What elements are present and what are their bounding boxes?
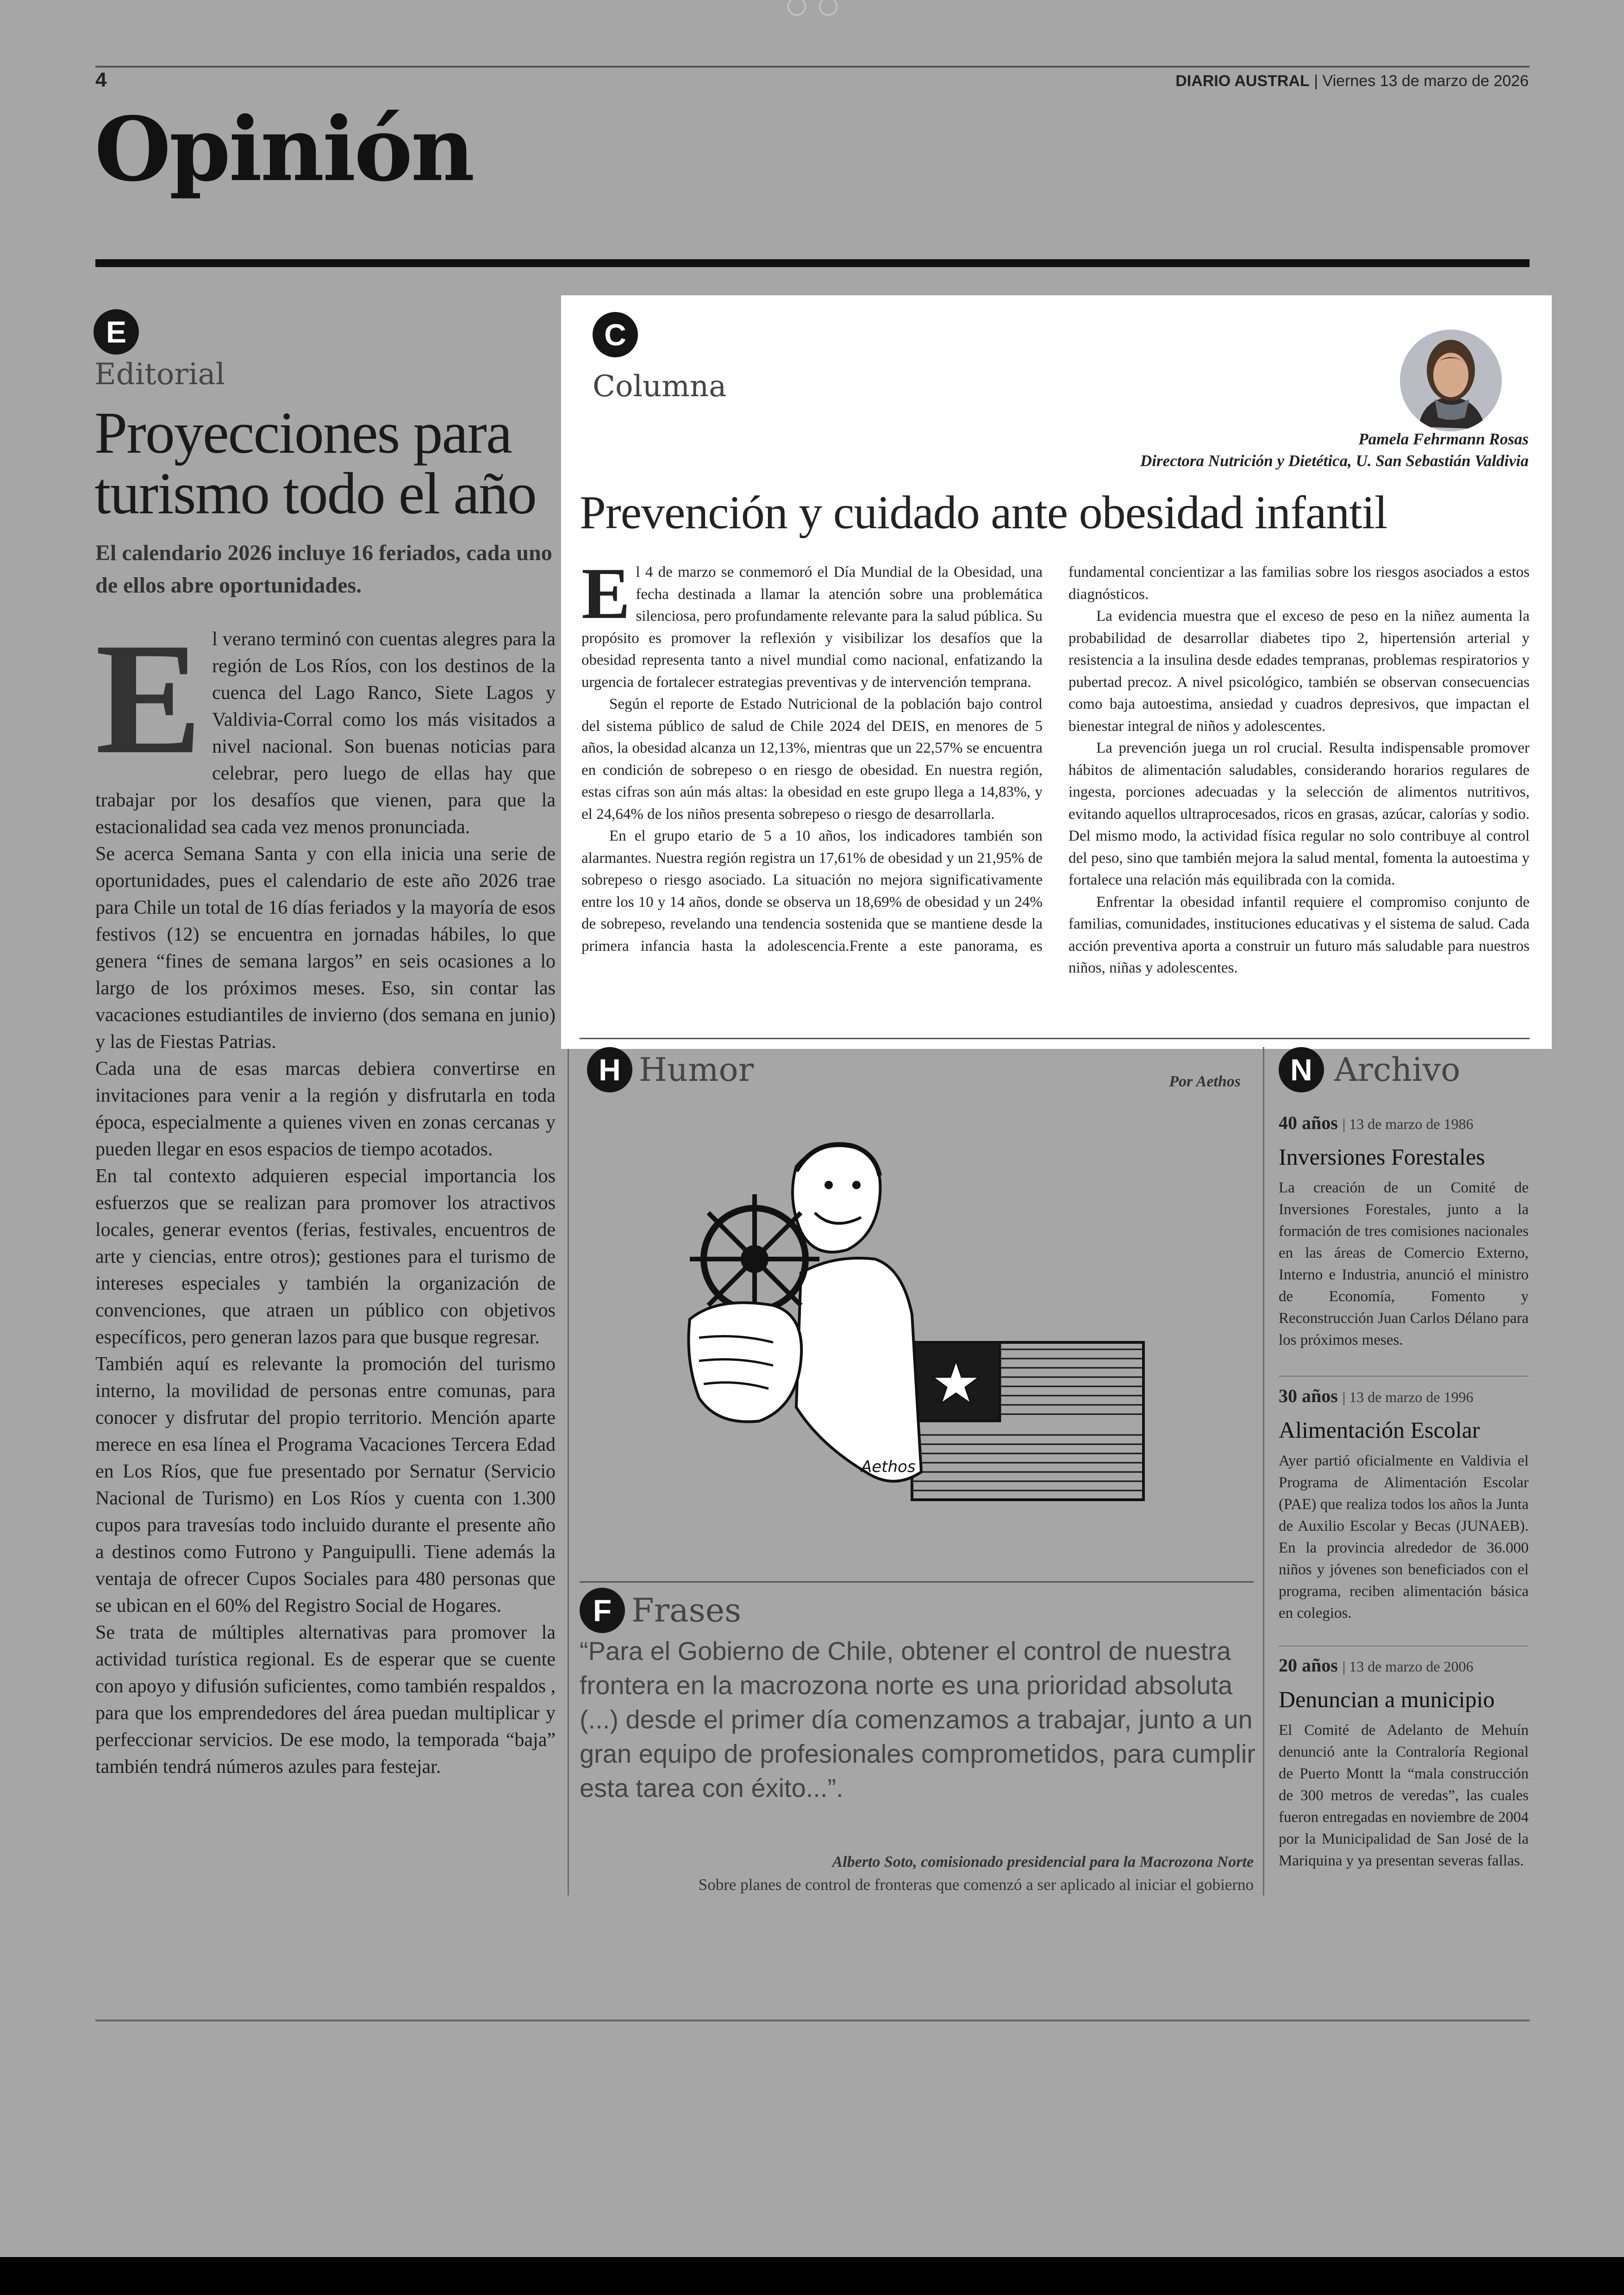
quote-author: Alberto Soto, comisionado presidencial para la Macrozona Norte [832, 1853, 1254, 1871]
editorial-paragraph: También aquí es relevante la promoción del turismo interno, la movilidad de personas entre comunas, para conocer y disfrutar del propio territorio. Mención aparte merece en esa línea el Programa Vacaciones Tercera Edad en Los Ríos, que fue presentado por Sernatur (Servicio Nacional de Turismo) en Los Ríos y cuenta con 1.300 cupos para travesías todo incluido durante el presente año a destinos como Futrono y Panguipulli. Tiene además la ventaja de ofrecer Cupos Sociales para 480 personas que se ubican en el 60% del Registro Social de Hogares. [95, 1353, 556, 1616]
svg-text:Aethos: Aethos [861, 1458, 916, 1476]
archivo-text: La creación de un Comité de Inversiones Forestales, junto a la formación de tres comisiones nacionales en las áreas de Comercio Externo, Interno e Industria, anunció el ministro de Economía, Fomento y Reconstrucción Juan Carlos Délano para los próximos meses. [1279, 1179, 1529, 1348]
frases-quote: “Para el Gobierno de Chile, obtener el control de nuestra frontera en la macrozona norte es una prioridad absoluta (...) desde el primer día comenzamos a trabajar, junto a un gran equipo de profesionales comprometidos, para cumplir esta tarea con éxito...”. [580, 1636, 1255, 1802]
editorial-dropcap: E [95, 610, 202, 787]
frases-header [580, 1588, 741, 1633]
archivo-years: 20 años [1279, 1655, 1338, 1676]
columna-badge: C [593, 312, 638, 357]
columna-paragraph: La evidencia muestra que el exceso de peso en la niñez aumenta la probabilidad de desarrollar diabetes tipo 2, hipertensión arterial y resistencia a la insulina desde edades tempranas, problemas respiratorios y pubertad precoz. A nivel psicológico, también se observan consecuencias como baja autoestima, ansiedad y cuadros depresivos, que impactan el bienestar integral de niños y adolescentes. [1068, 608, 1530, 735]
archivo-text: Ayer partió oficialmente en Valdivia el Programa de Alimentación Escolar (PAE) que realiza todos los años la Junta de Auxilio Escolar y Becas (JUNAEB). En la provincia alrededor de 36.000 niños y jóvenes son beneficiados con el programa, reciben alimentación básica en colegios. [1279, 1453, 1529, 1621]
editorial-paragraph: Cada una de esas marcas debiera convertirse en invitaciones para venir a la región y disfrutarla en toda época, especialmente a quienes viven en zonas cercanas y pueden llegar en esos espacios de tiempo acotados. [95, 1058, 556, 1160]
archivo-date: 13 de marzo de 2006 [1349, 1658, 1474, 1675]
archivo-headline: Denuncian a municipio [1279, 1686, 1495, 1712]
archivo-date: 13 de marzo de 1996 [1349, 1389, 1474, 1405]
columna-paragraph: Según el reporte de Estado Nutricional de la población bajo control del sistema público de salud de Chile 2024 del DEIS, en menores de 5 años, la obesidad alcanza un 12,13%, mientras que un 22,57% se encuentra en condición de sobrepeso o en riesgo de obesidad. En nuestra región, estas cifras son aún más altas: la obesidad en este grupo llega a 14,83%, y el 24,64% de los niños presenta sobrepeso o riesgo de desarrollarla. [581, 696, 1043, 823]
archivo-item: 40 años | 13 de marzo de 1986 Inversiones Forestales La creación de un Comité de Inversiones Forestales, junto a la formación de tres comisiones nacionales en las áreas de Comercio Externo, Interno e Industria, anunció el ministro de Economía, Fomento y Reconstrucción Juan Carlos Délano para los próximos meses. [1279, 1112, 1529, 1351]
humor-badge: H [587, 1047, 632, 1092]
quote-context: Sobre planes de control de fronteras que comenzó a ser aplicado al iniciar el gobierno [698, 1876, 1254, 1894]
archivo-headline: Alimentación Escolar [1279, 1417, 1480, 1443]
editorial-badge: E [94, 309, 139, 355]
editorial-kicker: Editorial [94, 357, 225, 392]
section-title: Opinión [94, 98, 473, 201]
archivo-years: 40 años [1279, 1112, 1338, 1133]
editorial-paragraph: En tal contexto adquieren especial importancia los esfuerzos que se realizan para promover los atractivos locales, generar eventos (ferias, festivales, encuentros de arte y ciencias, entre otros); gestiones para el turismo de intereses especiales y también la organización de convenciones, que atraen un público con objetivos específicos, pero generan lazos para que busque regresar. [95, 1166, 556, 1348]
bottom-bar [0, 2257, 1624, 2295]
columna-paragraph: La prevención juega un rol crucial. Resulta indispensable promover hábitos de alimentación saludables, considerando horarios regulares de ingesta, porciones adecuadas y la selección de alimentos nutritivos, evitando aquellos ultraprocesados, ricos en grasas, azúcar, calorías y sodio. Del mismo modo, la actividad física regular no solo contribuye al control del peso, sino que también mejora la salud mental, fomenta la autoestima y fortalece una relación más equilibrada con la comida. [1068, 740, 1530, 888]
page-nav-dots[interactable] [782, 0, 843, 14]
archivo-badge: N [1279, 1047, 1324, 1092]
cartoon-credit: Por Aethos [1169, 1073, 1241, 1090]
author-photo [1395, 330, 1506, 431]
archivo-divider [1263, 1047, 1264, 1896]
author-role: Directora Nutrición y Dietética, U. San Sebastián Valdivia [1140, 452, 1529, 470]
columna-body [581, 553, 1530, 979]
archivo-rule [1279, 1376, 1529, 1377]
columna-paragraph: En el grupo etario de 5 a 10 años, los indicadores también son alarmantes. Nuestra región registra un 17,61% de obesidad y un 21,95% de sobrepeso o riesgo asociado. La situación no mejora significativamente entre los 10 y 14 años, donde se observa un 18,69% de obesidad y un 24% de sobrepeso, revelando una tendencia sostenida que se mantiene desde la primera infancia hasta la adolescencia.Frente a este panorama, es fundamental concientizar a las familias sobre los riesgos asociados a estos diagnósticos. [581, 564, 1530, 954]
frases-badge: F [580, 1588, 625, 1633]
page-number: 4 [95, 69, 107, 91]
frases-kicker: Frases [631, 1591, 742, 1629]
archivo-item: 20 años | 13 de marzo de 2006 Denuncian a municipio El Comité de Adelanto de Mehuín denunció ante la Contraloría Regional de Puerto Montt la “mala construcción de 300 metros de veredas”, las cuales fueron entregadas en noviembre de 2004 por la Municipalidad de San José de la Mariquina y ya presentan severas fallas. [1279, 1654, 1529, 1872]
header-rule [95, 66, 1530, 68]
footer-rule [95, 2020, 1530, 2021]
newspaper-name: DIARIO AUSTRAL [1175, 72, 1310, 90]
archivo-text: El Comité de Adelanto de Mehuín denunció ante la Contraloría Regional de Puerto Montt la “mala construcción de 300 metros de veredas”, las cuales fueron entregadas en noviembre de 2004 por la Municipalidad de San José de la Mariquina y ya presentan severas fallas. [1279, 1722, 1529, 1869]
archivo-headline: Inversiones Forestales [1279, 1144, 1485, 1170]
editorial-subtitle: El calendario 2026 incluye 16 feriados, cada uno de ellos abre oportunidades. [95, 541, 552, 598]
masthead: DIARIO AUSTRAL | Viernes 13 de marzo de 2026 [1175, 72, 1529, 90]
editorial-paragraph: Se acerca Semana Santa y con ella inicia una serie de oportunidades, pues el calendario de este año 2026 trae para Chile un total de 16 días feriados y la mayoría de esos festivos (12) se encuentra en jornadas hábiles, lo que genera “fines de semana largos” en seis ocasiones a lo largo de los próximos meses. Eso, sin contar las vacaciones estudiantiles de invierno (dos semana en junio) y las de Fiestas Patrias. [95, 843, 556, 1053]
author-name: Pamela Fehrmann Rosas [1358, 430, 1529, 448]
columna-dropcap: E [581, 553, 631, 634]
issue-date: Viernes 13 de marzo de 2026 [1322, 72, 1529, 90]
author-credit [1140, 428, 1529, 472]
columna-title: Prevención y cuidado ante obesidad infantil [580, 486, 1387, 539]
archivo-years: 30 años [1279, 1385, 1338, 1406]
archivo-header [1279, 1047, 1460, 1092]
editorial-body [95, 610, 556, 1780]
columna-paragraph: Enfrentar la obesidad infantil requiere el compromiso conjunto de familias, comunidades, instituciones educativas y el sistema de salud. Cada acción preventiva aporta a construir un futuro más saludable para nuestros niños, niñas y adolescentes. [1068, 893, 1530, 976]
columna-paragraph: El 4 de marzo se conmemoró el Día Mundial de la Obesidad, una fecha destinada a llamar la atención sobre una problemática silenciosa, pero profundamente relevante para la salud pública. Su propósito es promover la reflexión y visibilizar los desafíos que la obesidad representa tanto a nivel mundial como nacional, enfatizando la urgencia de fortalecer estrategias preventivas y de intervención temprana. [581, 553, 1043, 691]
editorial-paragraph: Se trata de múltiples alternativas para promover la actividad turística regional. Es de esperar que se cuente con apoyo y difusión suficientes, como también respaldos , para que los emprendedores del área puedan multiplicar y perfeccionar servicios. De ese modo, la temporada “baja” también tendrá números azules para festejar. [95, 1622, 556, 1777]
archivo-item: 30 años | 13 de marzo de 1996 Alimentación Escolar Ayer partió oficialmente en Valdivia el Programa de Alimentación Escolar (PAE) que realiza todos los años la Junta de Auxilio Escolar y Becas (JUNAEB). En la provincia alrededor de 36.000 niños y jóvenes son beneficiados con el programa, reciben alimentación básica en colegios. [1279, 1385, 1529, 1624]
humor-header [587, 1047, 754, 1092]
columna-kicker: Columna [593, 369, 727, 404]
humor-kicker: Humor [639, 1051, 754, 1089]
columna-bottom-rule [580, 1038, 1530, 1039]
political-cartoon [681, 1120, 1171, 1518]
archivo-kicker: Archivo [1334, 1051, 1461, 1089]
archivo-date: 13 de marzo de 1986 [1349, 1116, 1474, 1132]
frases-top-rule [580, 1581, 1254, 1583]
section-rule [95, 259, 1530, 267]
editorial-paragraph: El verano terminó con cuentas alegres para la región de Los Ríos, con los destinos de la cuenca del Lago Ranco, Siete Lagos y Valdivia-Corral como los más visitados a nivel nacional. Son buenas noticias para celebrar, pero luego de ellas hay que trabajar por los desafíos que vienen, para que la estacionalidad sea cada vez menos pronunciada. [95, 610, 556, 838]
editorial-title: Proyecciones para turismo todo el año [94, 400, 536, 526]
